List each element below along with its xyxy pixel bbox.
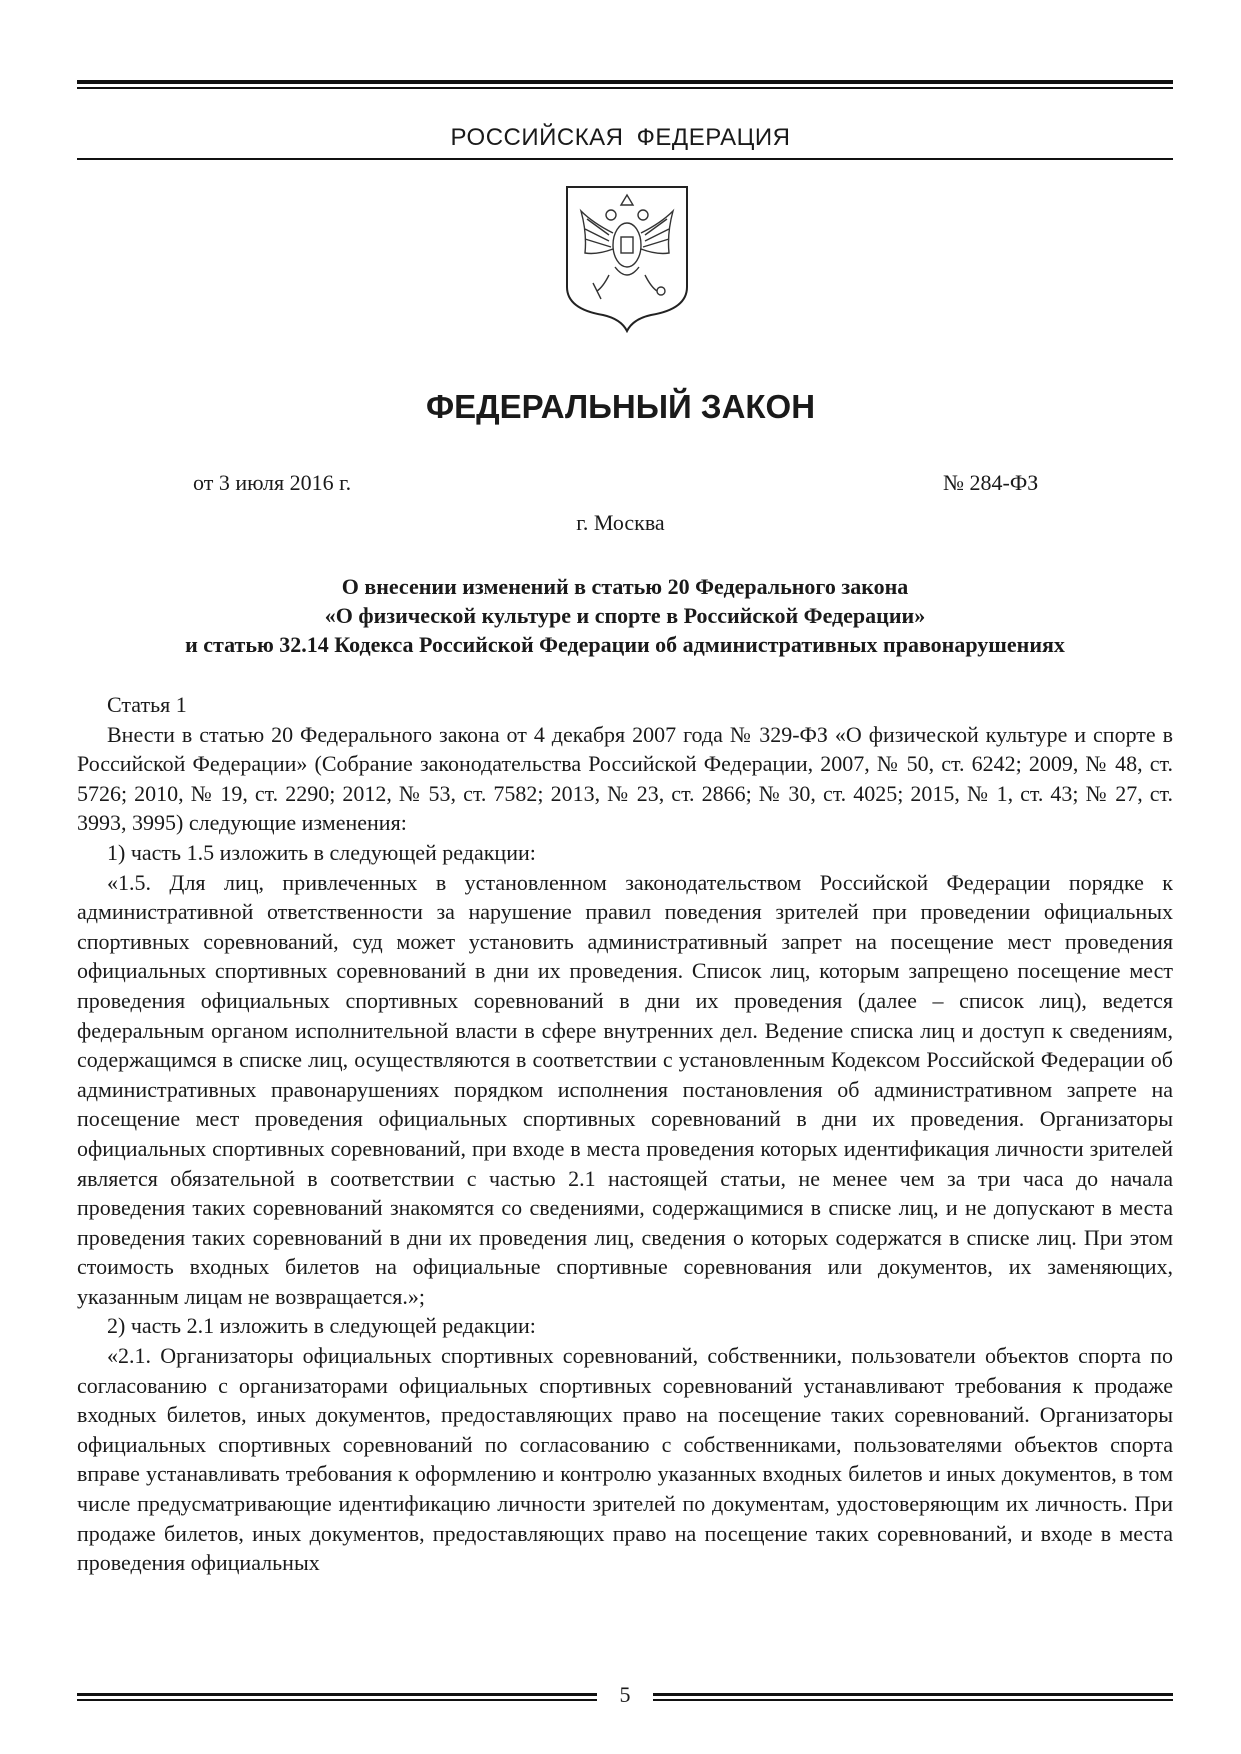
page-footer [77,1682,1173,1712]
page-number: 5 [619,1682,631,1707]
body-paragraph: Внести в статью 20 Федерального закона от 4 декабря 2007 года № 329-ФЗ «О физической культуре и спорте в Российской Федерации» (Собрание законодательства Российской Федерации, 2007, № 50, ст. 6242; 2009, № 48, ст. 5726; 2010, № 19, ст. 2290; 2012, № 53, ст. 7582; 2013, № 23, ст. 2866; № 30, ст. 4025; 2015, № 1, ст. 43; № 27, ст. 3993, 3995) следующие изменения: [77,721,1173,836]
law-body [77,690,1173,1578]
law-city: г. Москва [576,510,665,535]
country-header: РОССИЙСКАЯ ФЕДЕРАЦИЯ [450,124,791,151]
document-type-heading: ФЕДЕРАЛЬНЫЙ ЗАКОН [425,388,816,425]
russian-coat-of-arms-icon [563,183,691,333]
law-title-line: «О физической культуре и спорте в Российской Федерации» [324,603,926,628]
top-rule-thin [77,87,1173,89]
body-paragraph: 2) часть 2.1 изложить в следующей редакции: [107,1313,536,1339]
body-paragraph: 1) часть 1.5 изложить в следующей редакции: [107,839,536,865]
law-number: № 284-ФЗ [943,470,1039,495]
article-heading: Статья 1 [107,692,187,717]
header-underline [77,158,1173,160]
top-rule-thick [77,80,1173,84]
law-title-line: и статью 32.14 Кодекса Российской Федерации об административных правонарушениях [185,632,1065,657]
law-date: от 3 июля 2016 г. [193,470,352,495]
law-title [77,572,1173,659]
law-title-line: О внесении изменений в статью 20 Федерального закона [341,574,909,599]
body-paragraph: «2.1. Организаторы официальных спортивных соревнований, собственники, пользователи объектов спорта по согласованию с организаторами официальных спортивных соревнований устанавливают требования к продаже входных билетов, иных документов, предоставляющих право на посещение таких соревнований. Организаторы официальных спортивных соревнований по согласованию с собственниками, пользователями объектов спорта вправе устанавливать требования к оформлению и контролю указанных входных билетов и иных документов, в том числе предусматривающие идентификацию личности зрителей по документам, удостоверяющим их личность. При продаже билетов, иных документов, предоставляющих право на посещение таких соревнований, и входе в места проведения официальных [77,1343,1173,1576]
body-paragraph: «1.5. Для лиц, привлеченных в установленном законодательством Российской Федерации порядке к административной ответственности за нарушение правил поведения зрителей при проведении официальных спортивных соревнований, суд может установить административный запрет на посещение мест проведения официальных спортивных соревнований в дни их проведения. Список лиц, которым запрещено посещение мест проведения официальных спортивных соревнований в дни их проведения (далее – список лиц), ведется федеральным органом исполнительной власти в сфере внутренних дел. Ведение списка лиц и доступ к сведениям, содержащимся в списке лиц, осуществляются в соответствии с установленным Кодексом Российской Федерации об административных правонарушениях порядком исполнения постановления об административном запрете на посещение мест проведения официальных спортивных соревнований в дни их проведения. Организаторы официальных спортивных соревнований, при входе в места проведения которых идентификация личности зрителей является обязательной в соответствии с частью 2.1 настоящей статьи, не менее чем за три часа до начала проведения таких соревнований знакомятся со сведениями, содержащимися в списке лиц, и не допускают в места проведения таких соревнований в дни их проведения лиц, сведения о которых содержатся в списке лиц. При этом стоимость входных билетов на официальные спортивные соревнования или документов, их заменяющих, указанным лицам не возвращается.»; [77,869,1173,1309]
